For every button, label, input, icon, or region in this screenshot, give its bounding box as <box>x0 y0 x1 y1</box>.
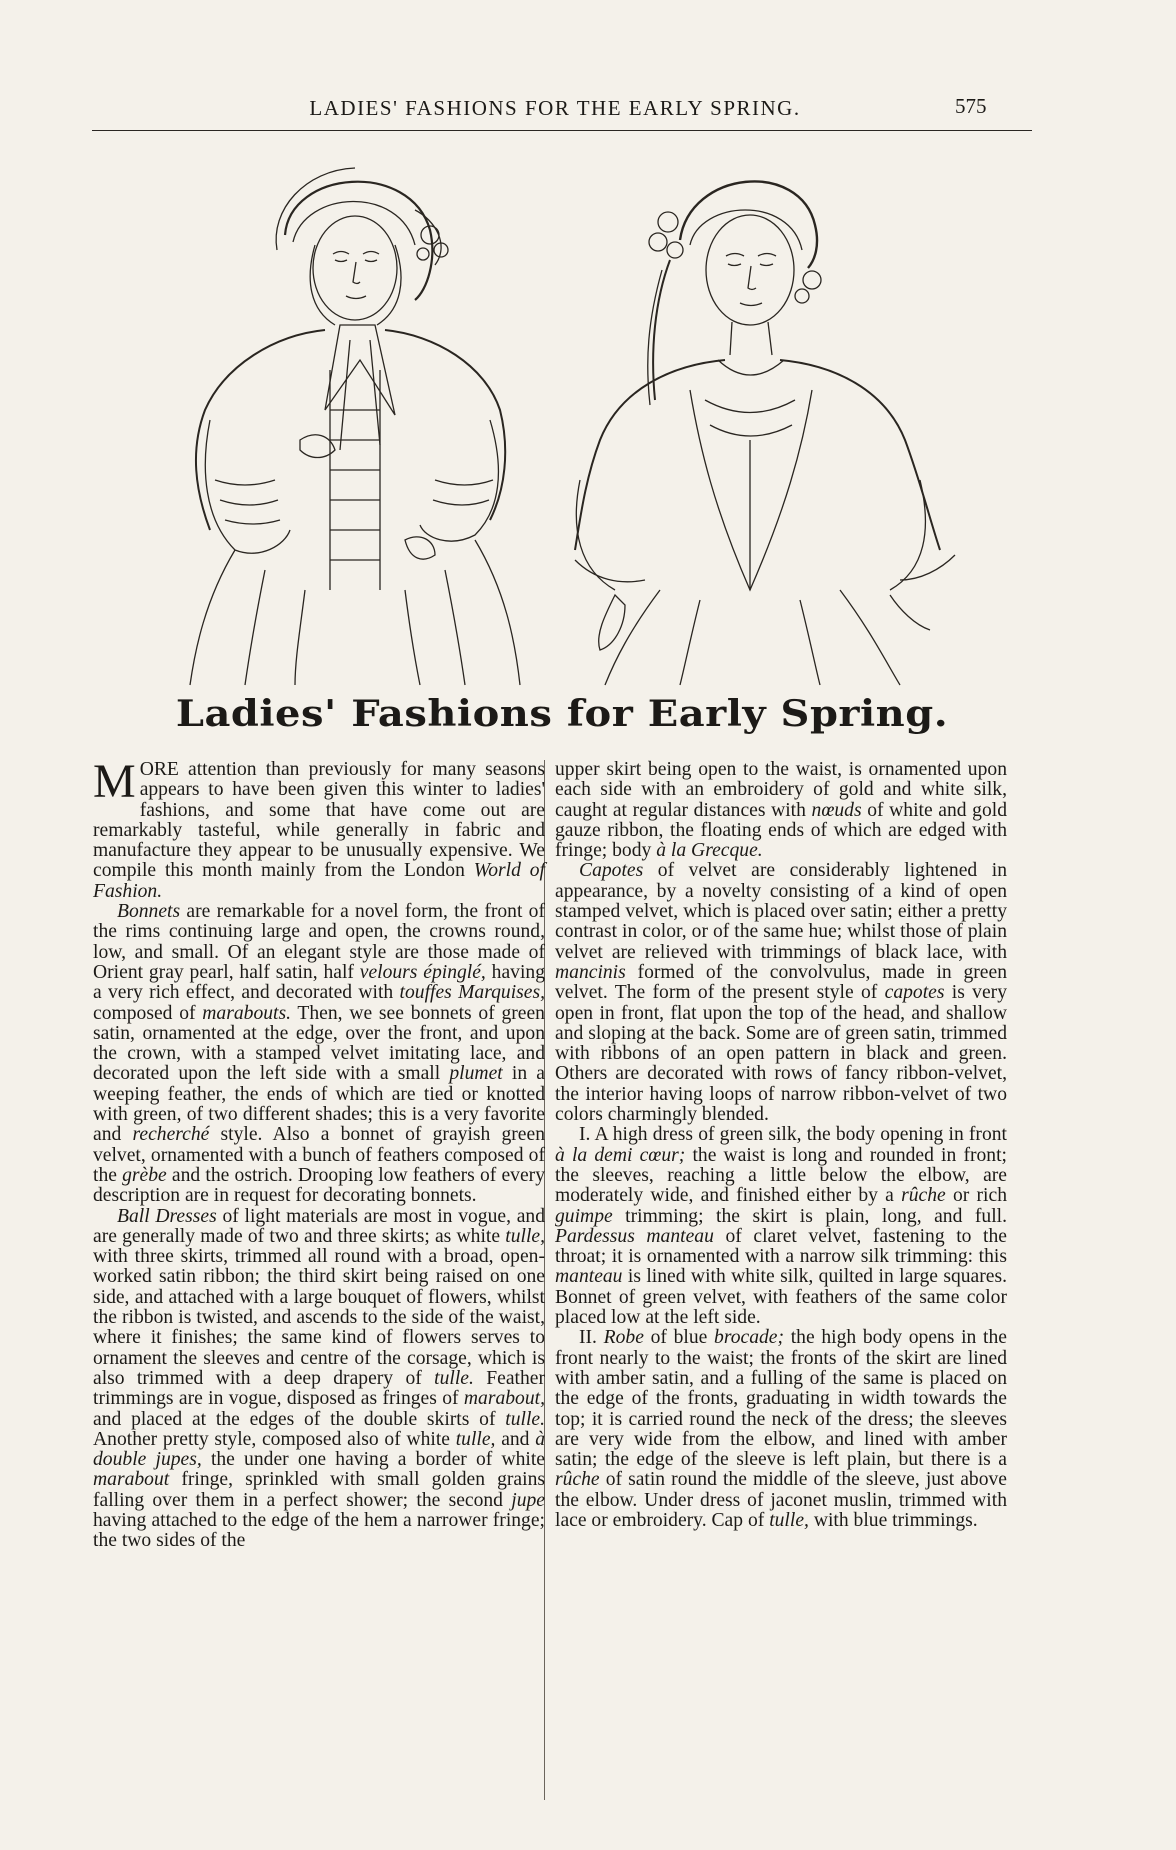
engraving-floral-hair-lady <box>540 150 990 690</box>
paragraph-continuation: upper skirt being open to the waist, is ornamented upon each side with an embroidery of gold and white silk, caught at regular distances with nœuds of white and gold gauze ribbon, the floating ends of which are edged with fringe; body à la Grecque. <box>555 759 1007 862</box>
floral-hair-lady-illustration <box>540 150 990 690</box>
right-column <box>555 760 1007 1531</box>
bonnet-lady-illustration <box>165 150 545 690</box>
drop-cap: M <box>93 755 136 808</box>
page-number: 575 <box>955 94 987 118</box>
header-rule <box>92 130 1032 131</box>
running-title: LADIES' FASHIONS FOR THE EARLY SPRING. <box>309 96 801 120</box>
paragraph-figure-two: II. Robe of blue brocade; the high body opens in the front nearly to the waist; the fronts of the skirt are lined with amber satin, and a fulling of the same is placed on the edge of the fronts, graduating in width towards the top; it is carried round the neck of the dress; the sleeves are very wide from the elbow, and lined with amber satin; the edge of the sleeve is left plain, but there is a rûche of satin round the middle of the sleeve, just above the elbow. Under dress of jaconet muslin, trimmed with lace or embroidery. Cap of tulle, with blue trimmings. <box>555 1327 1007 1531</box>
paragraph-figure-one: I. A high dress of green silk, the body opening in front à la demi cœur; the waist is long and rounded in front; the sleeves, reaching a little below the elbow, are moderately wide, and finished either by a rûche or rich guimpe trimming; the skirt is plain, long, and full. Pardessus manteau of claret velvet, fastening to the throat; it is ornamented with a narrow silk trimming: this manteau is lined with white silk, quilted in large squares. Bonnet of green velvet, with feathers of the same color placed low at the left side. <box>555 1124 1007 1329</box>
article-title: Ladies' Fashions for Early Spring. <box>175 691 949 736</box>
paragraph-intro: MORE attention than previously for many seasons appears to have been given this winter to ladies' fashions, and some that have come out are remarkably tasteful, while generally in fabric and manufacture they appear to be unusually expensive. We compile this month mainly from the London World of Fashion. <box>93 755 545 902</box>
paragraph-bonnets: Bonnets are remarkable for a novel form, the front of the rims continuing large and open, the crowns round, low, and small. Of an elegant style are those made of Orient gray pearl, half satin, half velours épinglé, having a very rich effect, and decorated with touffes Marquises, composed of marabouts. Then, we see bonnets of green satin, ornamented at the edge, over the front, and upon the crown, with a stamped velvet imitating lace, and decorated upon the left side with a small plumet in a weeping feather, the ends of which are tied or knotted with green, of two different shades; this is a very favorite and recherché style. Also a bonnet of grayish green velvet, ornamented with a bunch of feathers composed of the grèbe and the ostrich. Drooping low feathers of every description are in request for decorating bonnets. <box>93 901 546 1207</box>
left-column <box>93 755 546 1552</box>
paragraph-capotes: Capotes of velvet are considerably lightened in appearance, by a novelty consisting of a kind of open stamped velvet, which is placed over satin; either a pretty contrast in color, or of the same hue; whilst those of plain velvet are relieved with trimmings of black lace, with mancinis formed of the convolvulus, made in green velvet. The form of the present style of capotes is very open in front, flat upon the top of the head, and shallow and sloping at the back. Some are of green satin, trimmed with ribbons of an open pattern in black and green. Others are decorated with rows of fancy ribbon-velvet, the interior having loops of narrow ribbon-velvet of two colors charmingly blended. <box>555 860 1007 1126</box>
paragraph-ball-dresses: Ball Dresses of light materials are most in vogue, and are generally made of two and three skirts; as white tulle, with three skirts, trimmed all round with a broad, open-worked satin ribbon; the third skirt being raised on one side, and attached with a large bouquet of flowers, whilst the ribbon is twisted, and ascends to the side of the waist, where it finishes; the same kind of flowers serves to ornament the sleeves and centre of the corsage, which is also trimmed with a deep drapery of tulle. Feather trimmings are in vogue, disposed as fringes of marabout, and placed at the edges of the double skirts of tulle. Another pretty style, composed also of white tulle, and à double jupes, the under one having a border of white marabout fringe, sprinkled with small golden grains falling over them in a perfect shower; the second jupe having attached to the edge of the hem a narrower fringe; the two sides of the <box>93 1205 546 1552</box>
engraving-bonnet-lady <box>165 150 545 690</box>
